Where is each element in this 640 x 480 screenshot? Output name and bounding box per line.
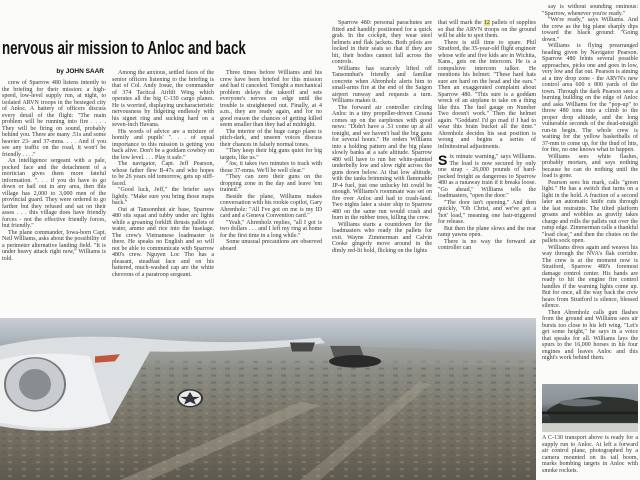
paragraph: "The door isn't opening." And then quickly, "Oh Christ, and we've got a 'hot' load," meaning one hair-triggered for release. bbox=[438, 199, 536, 225]
text-column-4 bbox=[332, 20, 432, 254]
drop-cap: S bbox=[438, 152, 448, 168]
paragraph: "They can zero their guns on the dropping zone in the day and leave 'em trained." bbox=[220, 174, 322, 193]
paragraph: Sparrow 480: personal parachutes are fitted and handily positioned for a quick grab. In the cockpit, they wear steel helmets and flak jackets. Both pilots are locked in their seats so that if they are hit, their bodies cannot fall across the controls. bbox=[332, 20, 432, 65]
text: ix minute warning," says Williams. The load is now secured by only one strap - 26,000 pounds of hard-packed freight as dangerous to Sparrow 480 as a runaway train if it breaks loose. "Go ahead," Williams tells the loadmasters, "open the door." bbox=[438, 154, 536, 199]
paragraph: "We're ready," says Williams. And the crew as the big plane sharply dips toward the black ground: "Going down." bbox=[542, 17, 638, 43]
paragraph: The navigator, Capt. Jeff Pearson, whose father flew B-47s and who hopes to be 26 years old tomorrow, gets up stiff-faced. bbox=[112, 161, 214, 187]
paragraph: Williams starts a countdown for the loadmasters who ready the pallets for exit. Wayne Zimmerman and Calvin Cooke gingerly move around in the dimly red-lit hold, flicking on the lights bbox=[332, 221, 432, 254]
paragraph: An intelligence sergeant with a pale, pocked face and the detachment of a mortician gives them more fateful information. ". . . if you do have to go down or bail out in any area, then this village has 2,000 to 3,000 men of the provincial guard. They were ordered to go farther but they refused and sat on their asses . . . this village does have friendly forces - not the effective friendly forces, but friendly." bbox=[2, 158, 106, 229]
paragraph: "Aw, it takes two minutes to track with those 37-mms. We'll be well clear." bbox=[220, 161, 322, 174]
text-column-1 bbox=[2, 80, 106, 262]
paragraph: say is without sounding ominous: "Sparrow, whenever you're ready." bbox=[542, 4, 638, 17]
text-column-6 bbox=[542, 4, 638, 362]
paragraph: "Good luck, Jeff," the briefer says lightly. "Make sure you bring those maps back." bbox=[112, 187, 214, 206]
paragraph: But then the plane slows and the rear ramp yawns open. bbox=[438, 225, 536, 238]
c-130-transport-photo bbox=[542, 384, 638, 432]
paragraph: Williams has scarcely lifted off Tansonnhut's friendly and familiar concrete when Ahrenholz alerts him to small-arms fire at the end of the Saigon airport runway and requests a turn. Williams makes it. bbox=[332, 65, 432, 104]
aerial-photo-forward-air-control-plane bbox=[0, 318, 536, 480]
text-column-2 bbox=[112, 70, 214, 278]
paragraph: Then Ahrenholz calls gun flashes from the ground and Williams sees air bursts too close to his left wing. "Let's get some height," he says in a voice that speaks for all. Williams lays the spurs to the 16,000 horses in his four engines and leaves Anloc and this night's work behind them. bbox=[542, 309, 638, 361]
byline: by JOHN SAAR bbox=[56, 68, 104, 75]
paragraph: "They keep their big guns quiet for big targets, like us." bbox=[220, 148, 322, 161]
text-column-3 bbox=[220, 70, 322, 252]
photo-caption: A C-130 transport above is ready for a supply run to Anloc. At left a forward air control plane, photographed by a camera mounted on its tail boom, marks bombing targets in Anloc with smoke rockets. bbox=[542, 435, 638, 474]
paragraph: His words of advice are a mixture of homily and pupils' ". . . of equal importance to this mission is getting you back alive. Don't be a goddam cowboy on the low level. . . . Play it safe." bbox=[112, 128, 214, 161]
paragraph: Beside the plane, Williams makes conversation with his rookie copilot, Gary Ahrenholz: "All I've got on me is my ID card and a Geneva Convention card." bbox=[220, 193, 322, 219]
paragraph: There is still time to spare. Phil Stratford, the 35-year-old flight engineer whose wife and five kids are in Wichita, Kans., gets on the intercom. He is a compulsive intercom talker. He mentions his helmet: "These hard hats sure are hard on the head and the ears." Then an exaggerated complaint about Sparrow 480. "This sure is a goddam wreck of an airplane to take on a thing like this. The fuel gauge on Number Two doesn't work." Then the helmet again. "Goddam! I'd go mad if I had to wear this brain bucket all the time." Ahrenholz decides his seat position is wrong and begins a series of infinitesimal adjustments. bbox=[438, 39, 536, 150]
paragraph: Among the anxious, settled faces of the senior officers listening to the briefing is that of Col. Andy Iosue, the commander of 374 Tactical Airlift Wing which operates all the big C-130 cargo planes. He is worried, displaying uncharacteristic nervousness by fidgeting endlessly with his signet ring and sucking hard on a seven-inch Havana. bbox=[112, 70, 214, 128]
paragraph: "Yeah," Ahrenholz replies, "all I got is two dollars . . . and I left my ring at home for the first time in a long while." bbox=[220, 219, 322, 239]
highlighted-number: 12 bbox=[483, 20, 490, 26]
paragraph: The forward air controller circling Anloc in a tiny propeller-driven Cessna comes up on the earphones with good news: "Didn't have a .51 come up at all tonight, and we haven't had the big guns for several hours." He orders Williams into a holding pattern and the big plane slowly banks at a safe altitude. Sparrow 480 will have to run her white-painted underbelly low and slow right across the guns down below. At that low altitude, with the tanks brimming with flammable JP-4 fuel, just one unlucky hit could be enough. Williams's roommate was set on fire over Anloc and had to crash-land. Two nights later a sister ship to Sparrow 480 on the same run would crash and burn in the rubber trees, killing the crew. bbox=[332, 104, 432, 221]
headline: nervous air mission to Anloc and back bbox=[2, 38, 246, 58]
paragraph: crew of Sparrow 480 listens intently to the briefing for their mission: a high-speed, low-level supply run, at night, to isolated ARVN troops in the besieged city of Anloc. A battery of officers discuss every detail of the flight: "The main problem will be running into fire . . . . They will be firing on sound, probably behind you. There are many .51s and some heavier 23- and 37-mms. . . . And if you see any traffic on the road, it won't be friendly . . . ." bbox=[2, 80, 106, 158]
text-column-5 bbox=[438, 20, 536, 252]
paragraph: Some unusual precautions are observed aboard bbox=[220, 239, 322, 252]
paragraph: Out at Tansonnhut air base, Sparrow 480 sits squat and tubby under arc lights while a groaning forklift thrusts pallets of water, ammo and rice into the fuselage. The crew's Vietnamese loadmaster is there. He speaks no English and so will not be able to communicate with Sparrow 480's crew. Nguyen Loc Tho has a pleasant, steadfast face and on his battered, much-washed cap are the white chevrons of a paratroop sergeant. bbox=[112, 206, 214, 278]
paragraph: The plane commander, Iowa-born Capt. Neil Williams, asks about the possibility of a perimeter alternative landing field. "It is under heavy attack right now," Williams is told. bbox=[2, 229, 106, 262]
paragraph: Williams sees white flashes, probably mortars, and says nothing because he can do nothing until the load is gone. bbox=[542, 153, 638, 179]
text: pallets of supplies so that the ARVN troops on the ground will be able to spot them. bbox=[438, 20, 536, 39]
paragraph: Three times before Williams and his crew have been briefed for this mission and had it canceled. Tonight a mechanical problem delays the takeoff and sets everyone's nerves on edge until the trouble is straightened out. Finally, at 4 a.m., they are ready again, and for no good reason the chances of getting killed seem smaller than they had at midnight. bbox=[220, 70, 322, 128]
paragraph: There is no way the forward air controller can bbox=[438, 238, 536, 251]
text: that will mark the bbox=[438, 20, 482, 26]
paragraph: Williams is flying prearranged heading given by Navigator Pearson. Sparrow 480 feints several possible approaches, picks one and goes in low, very low and flat out. Pearson is aiming at a tiny drop zone - the ARVN's new control area 600 x 800 yards of the town. Through the dark Pearson sees a burning building on the edge of Anloc and asks Williams for the "pop-up" to throw 480 tons into a climb to the proper drop altitude, and the long vulnerable seconds of the dead-straight run-in begin. The whole crew is waiting for the yellow basketballs of 37-mm to come up, for the thud of hits, for fire, no one knows what to happen. bbox=[542, 43, 638, 153]
paragraph: The interior of the huge cargo plane is pitch-dark, and unseen voices discuss their chances in falsely normal tones. bbox=[220, 128, 322, 148]
paragraph: Pearson sees his mark, calls "green light." He has a switch that turns on a light in the hold. A fraction of a second later an automatic knife cuts through the last restraints. The tilted platform groans and wobbles as gravity takes charge and rolls the pallets out over the ramp edge. Zimmerman calls a thankful "load clear," and then the chutes on the pallets sock open. bbox=[542, 179, 638, 244]
paragraph: Williams dives again and weaves his way through the NVA's flak corridor. The crew is at the moment now is Stratford, Sparrow 480's foremost damage control center. His hands are ready to hit the engine fire control handles if the warning lights come up. But for once, all the way back the crew hears from Stratford is silence, blessed silence. bbox=[542, 244, 638, 309]
